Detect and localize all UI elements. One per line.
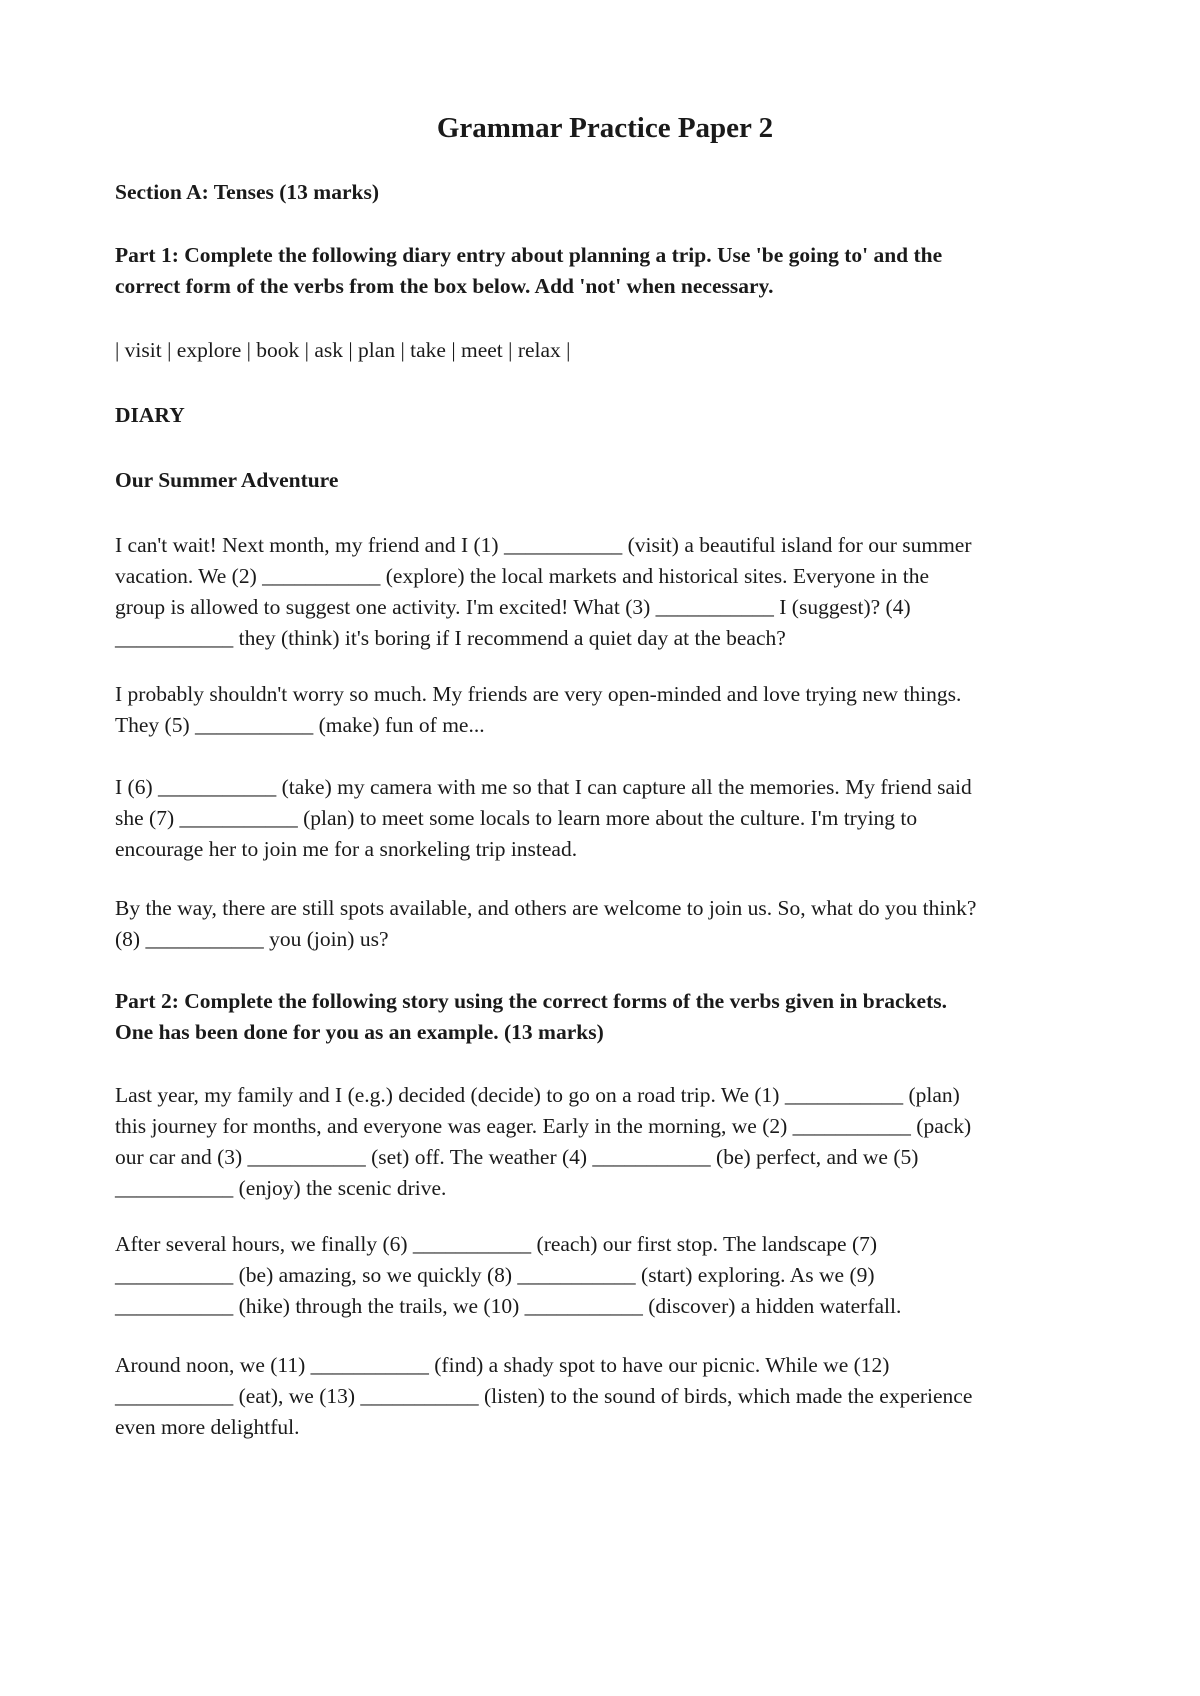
part1-instruction-line: Part 1: Complete the following diary entry about planning a trip. Use 'be going to' and the (115, 243, 943, 267)
diary-title: Our Summer Adventure (115, 468, 339, 492)
text-line: Last year, my family and I (e.g.) decided (decide) to go on a road trip. We (1) ___________ (plan) (115, 1083, 960, 1107)
word-box: | visit | explore | book | ask | plan | take | meet | relax | (115, 338, 571, 362)
text-line: They (5) ___________ (make) fun of me... (115, 713, 485, 737)
diary-paragraph-2 (115, 679, 1095, 741)
part2-instruction (115, 986, 1095, 1048)
text-line: our car and (3) ___________ (set) off. The weather (4) ___________ (be) perfect, and we (5) (115, 1145, 919, 1169)
story-paragraph-1 (115, 1080, 1095, 1204)
text-line: Around noon, we (11) ___________ (find) a shady spot to have our picnic. While we (12) (115, 1353, 890, 1377)
part2-instruction-line: One has been done for you as an example. (13 marks) (115, 1020, 604, 1044)
text-line: (8) ___________ you (join) us? (115, 927, 389, 951)
text-line: I probably shouldn't worry so much. My friends are very open-minded and love trying new things. (115, 682, 962, 706)
diary-paragraph-4 (115, 893, 1095, 955)
text-line: By the way, there are still spots available, and others are welcome to join us. So, what do you think? (115, 896, 977, 920)
section-a-heading: Section A: Tenses (13 marks) (115, 180, 379, 204)
story-paragraph-3 (115, 1350, 1095, 1443)
text-line: this journey for months, and everyone was eager. Early in the morning, we (2) ___________ (pack) (115, 1114, 972, 1138)
story-paragraph-2 (115, 1229, 1095, 1322)
text-line: encourage her to join me for a snorkeling trip instead. (115, 837, 578, 861)
text-line: ___________ (be) amazing, so we quickly (8) ___________ (start) exploring. As we (9) (115, 1263, 875, 1287)
diary-paragraph-1 (115, 530, 1095, 654)
text-line: ___________ (eat), we (13) ___________ (listen) to the sound of birds, which made the experience (115, 1384, 973, 1408)
text-line: even more delightful. (115, 1415, 300, 1439)
part1-instruction-line: correct form of the verbs from the box below. Add 'not' when necessary. (115, 274, 774, 298)
part2-instruction-line: Part 2: Complete the following story using the correct forms of the verbs given in brackets. (115, 989, 947, 1013)
text-line: group is allowed to suggest one activity. I'm excited! What (3) ___________ I (suggest)? (4) (115, 595, 911, 619)
page-title: Grammar Practice Paper 2 (436, 112, 774, 144)
text-line: I can't wait! Next month, my friend and I (1) ___________ (visit) a beautiful island for our summer (115, 533, 972, 557)
diary-label: DIARY (115, 403, 185, 427)
text-line: vacation. We (2) ___________ (explore) the local markets and historical sites. Everyone in the (115, 564, 930, 588)
part1-instruction (115, 240, 1095, 302)
diary-paragraph-3 (115, 772, 1095, 865)
text-line: ___________ they (think) it's boring if I recommend a quiet day at the beach? (115, 626, 786, 650)
text-line: ___________ (enjoy) the scenic drive. (115, 1176, 447, 1200)
text-line: After several hours, we finally (6) ___________ (reach) our first stop. The landscape (7) (115, 1232, 878, 1256)
text-line: I (6) ___________ (take) my camera with me so that I can capture all the memories. My friend said (115, 775, 972, 799)
text-line: ___________ (hike) through the trails, we (10) ___________ (discover) a hidden waterfall. (115, 1294, 902, 1318)
text-line: she (7) ___________ (plan) to meet some locals to learn more about the culture. I'm trying to (115, 806, 918, 830)
